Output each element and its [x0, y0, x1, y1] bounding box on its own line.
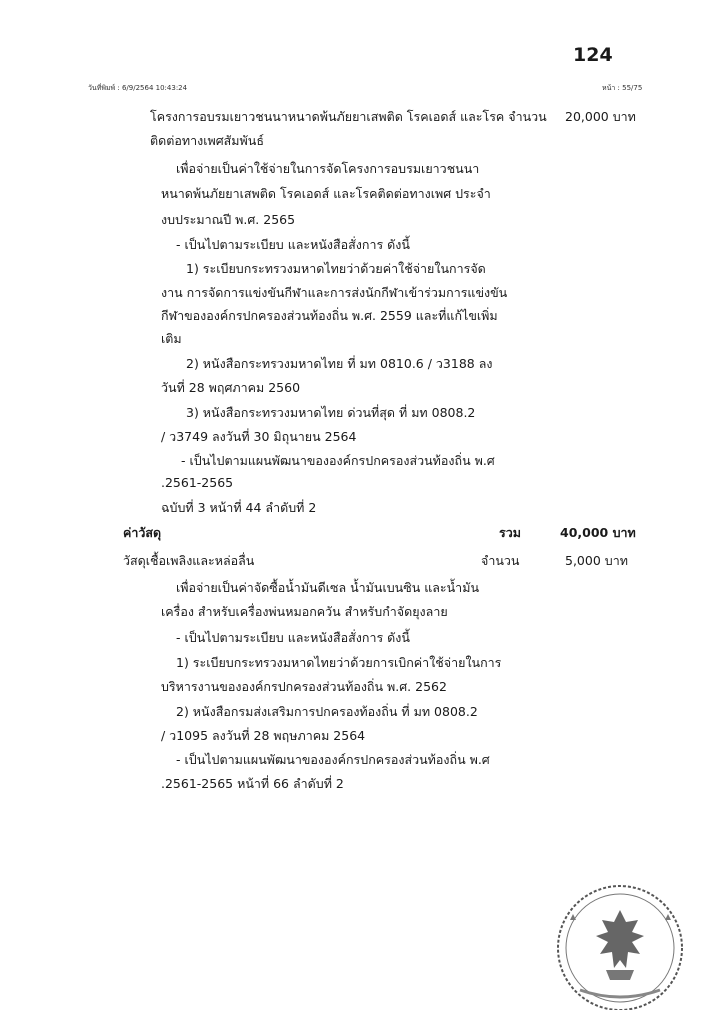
fuel-line: 1) ระเบียบกระทรวงมหาดไทยว่าด้วยการเบิกค่าใช้จ่ายในการ [176, 655, 502, 670]
official-seal [540, 880, 700, 1010]
project-line: ฉบับที่ 3 หน้าที่ 44 ลำดับที่ 2 [161, 500, 317, 515]
fuel-amount: 5,000 บาท [565, 553, 628, 568]
project-line: 3) หนังสือกระทรวงมหาดไทย ด่วนที่สุด ที่ มท 0808.2 [186, 405, 476, 420]
fuel-line: บริหารงานขององค์กรปกครองส่วนท้องถิ่น พ.ศ. 2562 [161, 679, 447, 694]
page-info: หน้า : 55/75 [602, 84, 643, 92]
materials-total-amount: 40,000 บาท [560, 525, 636, 540]
project-line: / ว3749 ลงวันที่ 30 มิถุนายน 2564 [161, 429, 357, 444]
fuel-line: เพื่อจ่ายเป็นค่าจัดซื้อน้ำมันดีเซล น้ำมันเบนซิน และน้ำมัน [176, 580, 479, 595]
fuel-line: เครื่อง สำหรับเครื่องพ่นหมอกควัน สำหรับกำจัดยุงลาย [161, 604, 448, 619]
project-title-line2: ติดต่อทางเพศสัมพันธ์ [150, 133, 264, 148]
project-line: งาน การจัดการแข่งขันกีฬาและการส่งนักกีฬาเข้าร่วมการแข่งขัน [161, 285, 508, 300]
print-date: วันที่พิมพ์ : 6/9/2564 10:43:24 [88, 84, 188, 92]
project-line: วันที่ 28 พฤศภาคม 2560 [161, 380, 301, 395]
project-line: เติม [161, 331, 182, 346]
fuel-line: .2561-2565 หน้าที่ 66 ลำดับที่ 2 [161, 776, 344, 791]
fuel-line: - เป็นไปตามแผนพัฒนาขององค์กรปกครองส่วนท้องถิ่น พ.ศ [176, 752, 490, 767]
project-line: กีฬาขององค์กรปกครองส่วนท้องถิ่น พ.ศ. 2559 และที่แก้ไขเพิ่ม [161, 308, 498, 323]
fuel-label: วัสดุเชื้อเพลิงและหล่อลื่น [123, 553, 255, 568]
project-line: งบประมาณปี พ.ศ. 2565 [161, 212, 296, 227]
materials-total-label: รวม [499, 525, 521, 540]
project-line: - เป็นไปตามระเบียบ และหนังสือสั่งการ ดังนี้ [176, 237, 410, 252]
fuel-line: - เป็นไปตามระเบียบ และหนังสือสั่งการ ดังนี้ [176, 630, 410, 645]
project-title-line1: โครงการอบรมเยาวชนนาหนาดพ้นภัยยาเสพติด โรคเอดส์ และโรค จำนวน [150, 109, 547, 124]
fuel-line: 2) หนังสือกรมส่งเสริมการปกครองท้องถิ่น ที่ มท 0808.2 [176, 704, 478, 719]
fuel-amount-label: จำนวน [481, 553, 520, 568]
project-line: 1) ระเบียบกระทรวงมหาดไทยว่าด้วยค่าใช้จ่ายในการจัด [186, 261, 486, 276]
garuda-seal-icon [540, 880, 700, 1010]
project-line: หนาดพ้นภัยยาเสพติด โรคเอดส์ และโรคติดต่อทางเพศ ประจำ [161, 186, 491, 201]
project-amount: 20,000 บาท [565, 109, 636, 124]
materials-label: ค่าวัสดุ [123, 525, 162, 540]
fuel-line: / ว1095 ลงวันที่ 28 พฤษภาคม 2564 [161, 728, 366, 743]
page-number: 124 [573, 44, 613, 66]
project-line: .2561-2565 [161, 475, 234, 490]
project-line: - เป็นไปตามแผนพัฒนาขององค์กรปกครองส่วนท้องถิ่น พ.ศ [181, 453, 495, 468]
project-line: 2) หนังสือกระทรวงมหาดไทย ที่ มท 0810.6 / ว3188 ลง [186, 356, 493, 371]
project-line: เพื่อจ่ายเป็นค่าใช้จ่ายในการจัดโครงการอบรมเยาวชนนา [176, 161, 480, 176]
